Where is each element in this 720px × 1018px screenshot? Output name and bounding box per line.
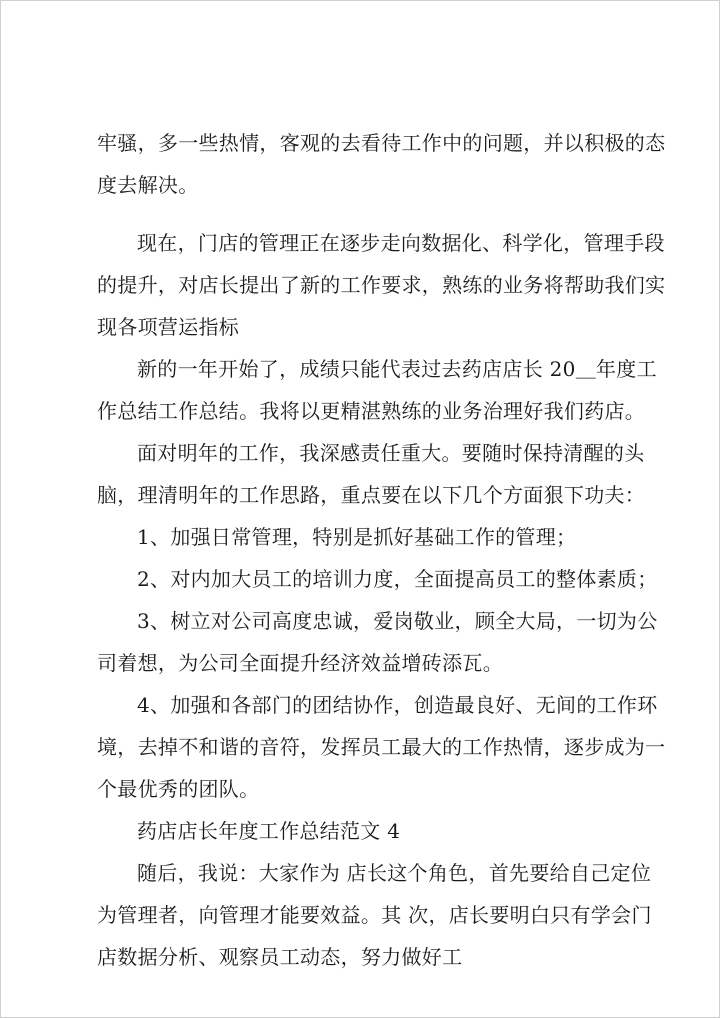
section-heading: 药店店长年度工作总结范文 4 xyxy=(137,819,401,843)
text-line: 随后，我说：大家作为 店长这个角色，首先要给自己定位 xyxy=(137,861,652,885)
text-line: 新的一年开始了，成绩只能代表过去药店店长 20＿年度工 xyxy=(137,357,657,381)
text-line: 司着想，为公司全面提升经济效益增砖添瓦。 xyxy=(97,651,503,675)
text-line: 现在，门店的管理正在逐步走向数据化、科学化，管理手段 xyxy=(137,231,665,255)
text-line: 店数据分析、观察员工动态，努力做好工 xyxy=(97,945,463,969)
text-line: 2、对内加大员工的培训力度，全面提高员工的整体素质； xyxy=(137,567,658,591)
text-line: 境，去掉不和谐的音符，发挥员工最大的工作热情，逐步成为一 xyxy=(97,735,666,759)
text-line: 脑，理清明年的工作思路，重点要在以下几个方面狠下功夫： xyxy=(97,483,646,507)
text-line: 个最优秀的团队。 xyxy=(97,777,260,801)
text-line: 1、加强日常管理，特别是抓好基础工作的管理； xyxy=(137,525,577,549)
text-line: 牢骚，多一些热情，客观的去看待工作中的问题，并以积极的态 xyxy=(97,131,666,155)
text-line: 面对明年的工作，我深感责任重大。要随时保持清醒的头 xyxy=(137,441,645,465)
text-line: 度去解决。 xyxy=(97,173,199,197)
text-line: 现各项营运指标 xyxy=(97,315,240,339)
text-line: 3、树立对公司高度忠诚，爱岗敬业，顾全大局，一切为公 xyxy=(137,609,658,633)
text-line: 为管理者，向管理才能要效益。其 次，店长要明白只有学会门 xyxy=(97,903,652,927)
text-line: 的提升，对店长提出了新的工作要求，熟练的业务将帮助我们实 xyxy=(97,273,666,297)
text-line: 4、加强和各部门的团结协作，创造最良好、无间的工作环 xyxy=(137,693,658,717)
text-line: 作总结工作总结。我将以更精湛熟练的业务治理好我们药店。 xyxy=(97,399,646,423)
